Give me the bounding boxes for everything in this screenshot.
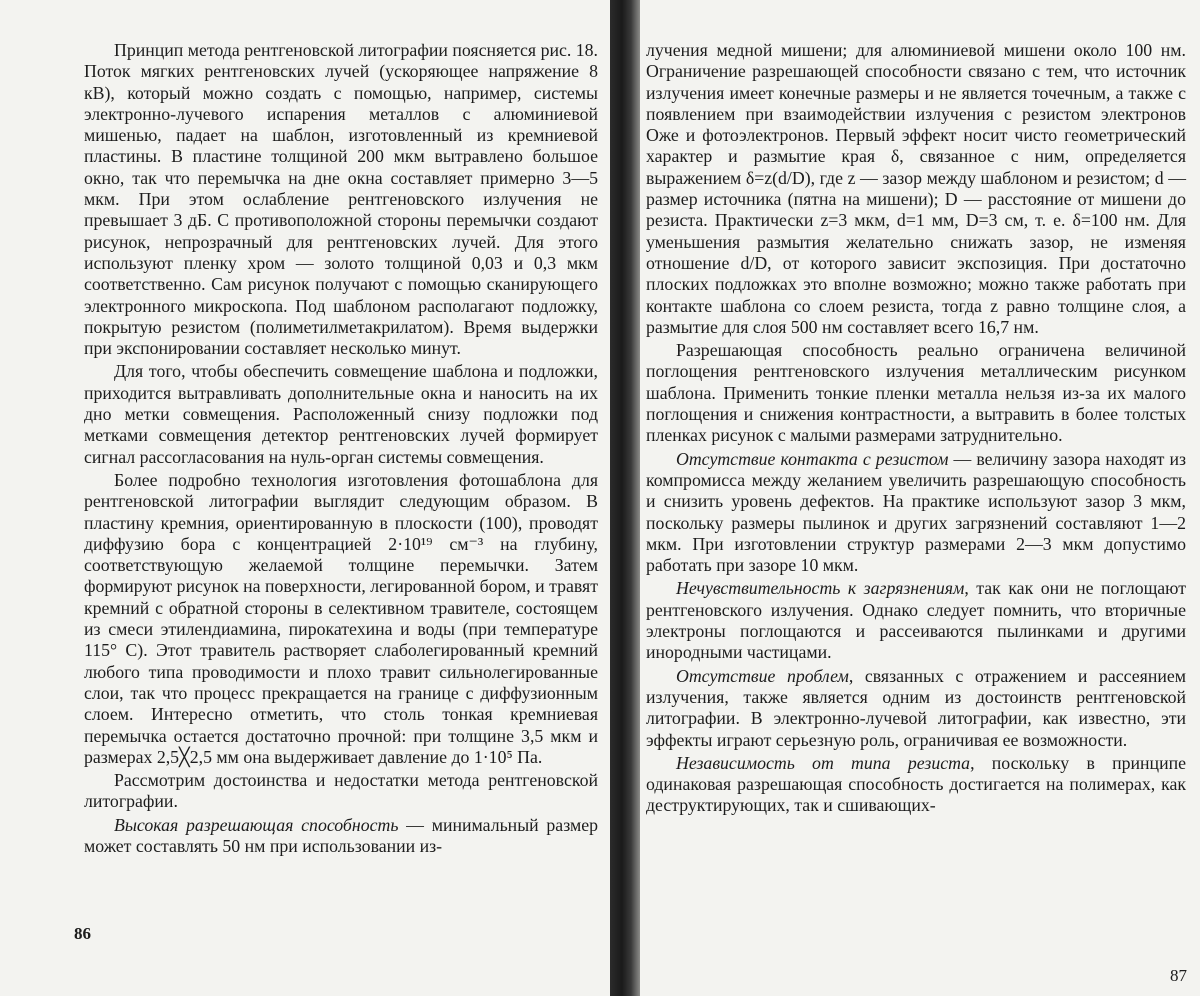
italic-lead: Нечувствительность к загрязнениям	[676, 578, 964, 598]
right-paragraph	[646, 753, 1186, 817]
book-gutter	[610, 0, 640, 996]
paragraph-rest: — величину зазора находят из компромисса между желанием увеличить разрешающую способность и снизить уровень дефектов. На практике используют зазор 3 мкм, поскольку размеры пылинок и других загрязнений составляют 1—2 мкм. При изготовлении структур размерами 2—3 мкм допустимо работать при зазоре 10 мкм.	[646, 449, 1186, 575]
paragraph-rest: , связанных с отражением и рассеянием излучения, также является одним из достоинств рентгеновской литографии. В электронно-лучевой литографии, как известно, эти эффекты играют серьезную роль, ограничивая ее возможности.	[646, 666, 1186, 750]
italic-lead: Высокая разрешающая способность	[114, 815, 398, 835]
left-paragraph: Для того, чтобы обеспечить совмещение шаблона и подложки, приходится вытравливать дополнительные окна и наносить на их дно метки совмещения. Расположенный снизу подложки под метками совмещения детектор рентгеновских лучей формирует сигнал рассогласования на нуль-орган системы совмещения.	[84, 361, 598, 467]
left-paragraph: Принцип метода рентгеновской литографии поясняется рис. 18. Поток мягких рентгеновских лучей (ускоряющее напряжение 8 кВ), который можно создать с помощью, например, системы электронно-лучевого испарения металлов с алюминиевой мишенью, падает на шаблон, изготовленный из кремниевой пластины. В пластине толщиной 200 мкм вытравлено большое окно, так что перемычка на дне окна составляет примерно 3—5 мкм. При этом ослабление рентгеновского излучения не превышает 3 дБ. С противоположной стороны перемычки создают рисунок, непрозрачный для рентгеновских лучей. Для этого используют пленку хром — золото толщиной 0,03 и 0,3 мкм соответственно. Сам рисунок получают с помощью сканирующего электронного микроскопа. Под шаблоном располагают подложку, покрытую резистом (полиметилметакрилатом). Время выдержки при экспонировании составляет несколько минут.	[84, 40, 598, 359]
left-page	[0, 0, 610, 996]
right-paragraph	[646, 578, 1186, 663]
italic-lead: Отсутствие контакта с резистом	[676, 449, 948, 469]
book-spread	[0, 0, 1200, 996]
left-paragraph: Рассмотрим достоинства и недостатки метода рентгеновской литографии.	[84, 770, 598, 813]
page-number-left: 86	[74, 924, 91, 944]
right-paragraph	[646, 666, 1186, 751]
right-page	[640, 0, 1200, 996]
paragraph-rest: — минимальный размер может составлять 50 нм при использовании из-	[84, 815, 598, 856]
italic-lead: Независимость от типа резиста	[676, 753, 970, 773]
italic-lead: Отсутствие проблем	[676, 666, 849, 686]
paragraph-rest: , так как они не поглощают рентгеновского излучения. Однако следует помнить, что вторичные электроны поглощаются и рассеиваются пылинками и другими инородными частицами.	[646, 578, 1186, 662]
page-number-right: 87	[1170, 966, 1187, 986]
right-paragraph: лучения медной мишени; для алюминиевой мишени около 100 нм. Ограничение разрешающей способности связано с тем, что источник излучения имеет конечные размеры и не является точечным, а также с появлением при взаимодействии излучения с резистом электронов Оже и фотоэлектронов. Первый эффект носит чисто геометрический характер и размытие края δ, связанное с ним, определяется выражением δ=z(d/D), где z — зазор между шаблоном и резистом; d — размер источника (пятна на мишени); D — расстояние от мишени до резиста. Практически z=3 мкм, d=1 мм, D=3 см, т. е. δ=100 нм. Для уменьшения размытия желательно снижать зазор, не изменяя отношение d/D, от которого зависит экспозиция. При достаточно плоских подложках это вполне возможно; можно также работать при контакте шаблона со слоем резиста, тогда z равно толщине слоя, а размытие для слоя 500 нм составляет всего 16,7 нм.	[646, 40, 1186, 338]
right-paragraph	[646, 449, 1186, 577]
left-paragraph: Более подробно технология изготовления фотошаблона для рентгеновской литографии выглядит следующим образом. В пластину кремния, ориентированную в плоскости (100), проводят диффузию бора с концентрацией 2·10¹⁹ см⁻³ на глубину, соответствующую желаемой толщине перемычки. Затем формируют рисунок на поверхности, легированной бором, и травят кремний с обратной стороны в селективном травителе, состоящем из смеси этилендиамина, пирокатехина и воды (при температуре 115° С). Этот травитель растворяет слаболегированный кремний любого типа проводимости и плохо травит сильнолегированные слои, так что процесс прекращается на границе с диффузионным слоем. Интересно отметить, что столь тонкая кремниевая перемычка остается достаточно прочной: при толщине 3,5 мкм и размерах 2,5╳2,5 мм она выдерживает давление до 1·10⁵ Па.	[84, 470, 598, 768]
left-paragraph	[84, 815, 598, 858]
right-paragraph: Разрешающая способность реально ограничена величиной поглощения рентгеновского излучения металлическим рисунком шаблона. Применить тонкие пленки металла нельзя из-за их малого поглощения и снижения контрастности, а вытравить в более толстых пленках рисунок с малыми размерами затруднительно.	[646, 340, 1186, 446]
paragraph-rest: , поскольку в принципе одинаковая разрешающая способность достигается на полимерах, как деструктирующих, так и сшивающих-	[646, 753, 1186, 816]
